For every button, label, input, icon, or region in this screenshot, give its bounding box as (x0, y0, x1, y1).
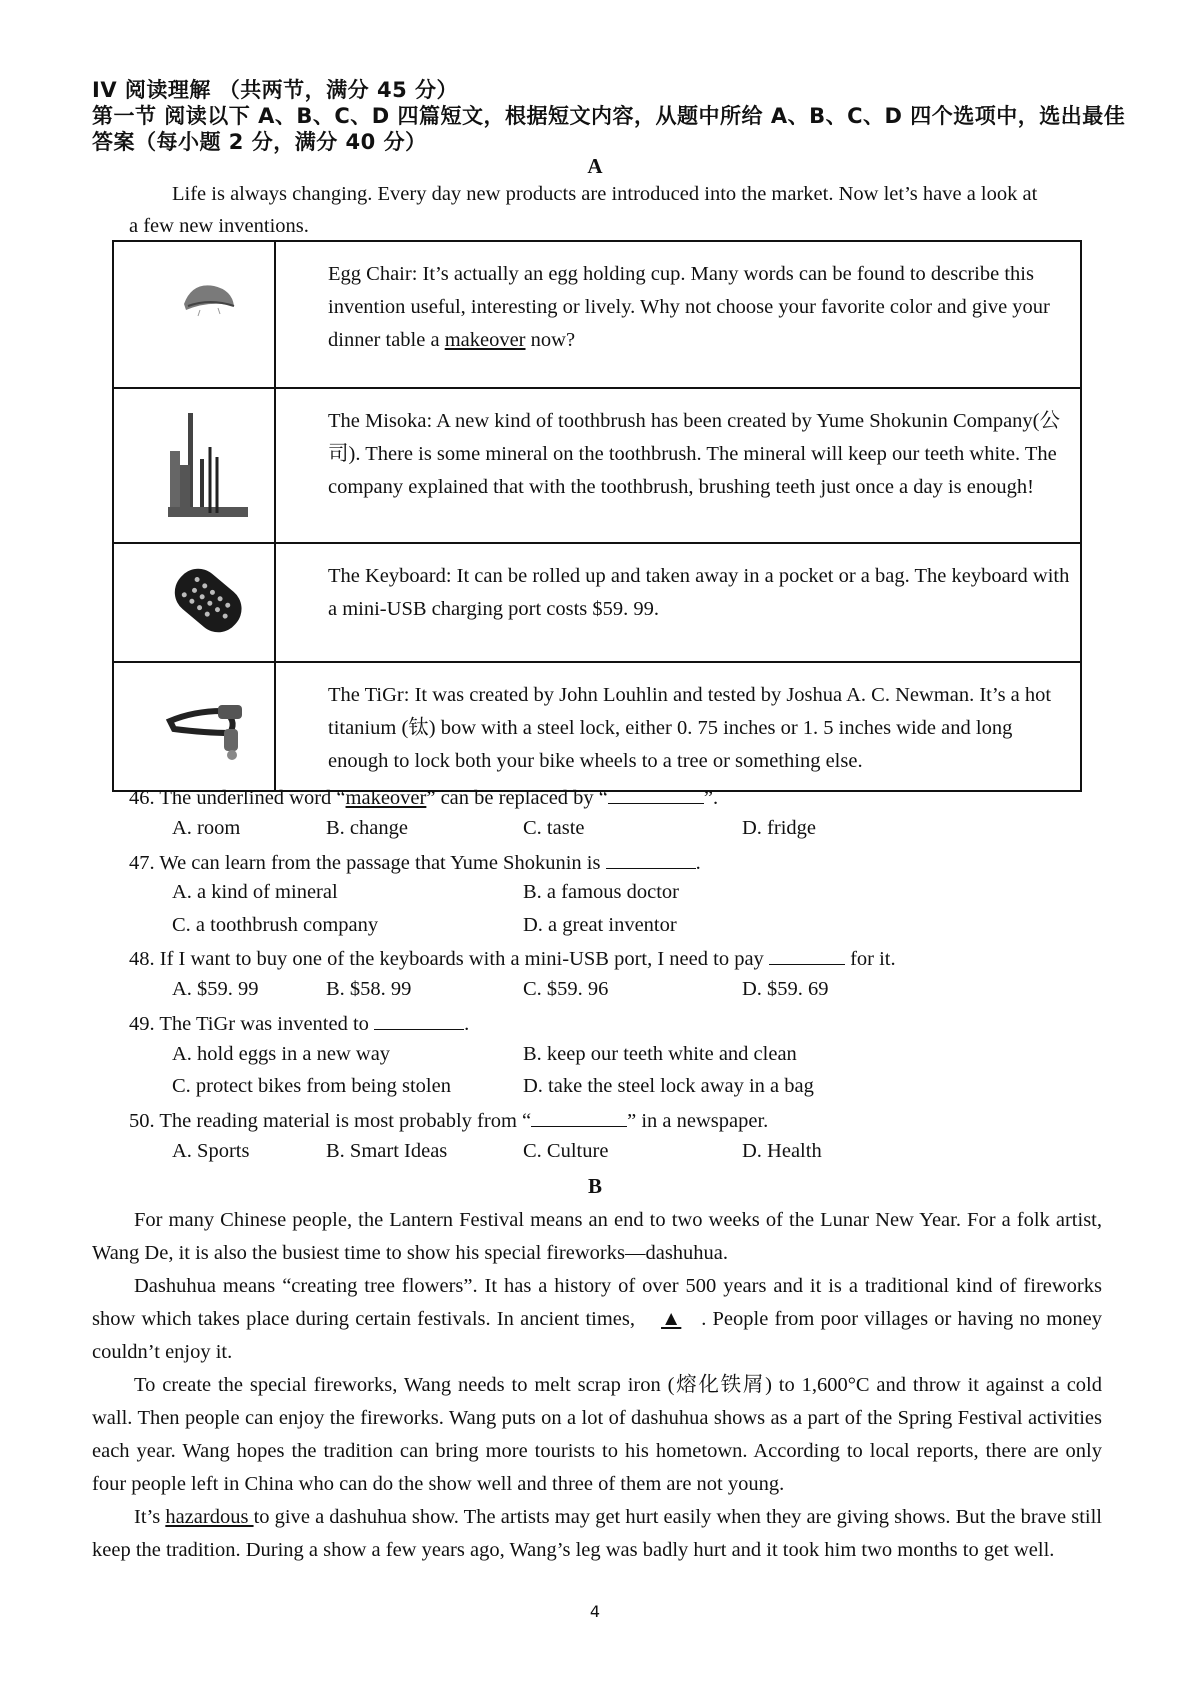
option-48-c[interactable]: C. $59. 96 (523, 978, 609, 1000)
option-47-d[interactable]: D. a great inventor (523, 914, 677, 936)
passage-a-intro-cont: a few new inventions. (129, 215, 309, 237)
answer-blank[interactable] (531, 1108, 627, 1127)
question-48: 48. If I want to buy one of the keyboards with a mini-USB port, I need to pay for it. (129, 948, 896, 970)
bike-lock-cell (113, 662, 275, 791)
inventions-table (112, 240, 1082, 792)
question-47: 47. We can learn from the passage that Yume Shokunin is . (129, 852, 701, 874)
option-49-a[interactable]: A. hold eggs in a new way (172, 1043, 391, 1065)
passage-b-paragraph-1: For many Chinese people, the Lantern Festival means an end to two weeks of the Lunar New Year. For a folk artist, Wang De, it is also the busiest time to show his special fireworks—dashuhua. (92, 1209, 1102, 1264)
passage-b-label: B (587, 1174, 602, 1198)
toothbrush-cell (113, 388, 275, 543)
egg-chair-text-end: now? (525, 329, 576, 351)
bike-lock-icon (114, 663, 274, 785)
passage-b-paragraph-4: It’s hazardous to give a dashuhua show. The artists may get hurt easily when they are giving shows. But the brave still keep the tradition. During a show a few years ago, Wang’s leg was badly hurt and it took him two months to get well. (92, 1506, 1102, 1561)
option-50-b[interactable]: B. Smart Ideas (326, 1140, 448, 1162)
table-row (113, 241, 1081, 388)
tigr-description: The TiGr: It was created by John Louhlin and tested by Joshua A. C. Newman. It’s a hot titanium (钛) bow with a steel lock, either 0. 75 inches or 1. 5 inches wide and long enough to lock both your bike wheels to a tree or something else. (275, 662, 1081, 791)
toothbrush-icon (114, 389, 274, 537)
table-row (113, 388, 1081, 543)
option-49-b[interactable]: B. keep our teeth white and clean (523, 1043, 797, 1065)
answer-blank[interactable] (608, 785, 704, 804)
egg-chair-cell (113, 241, 275, 388)
answer-blank[interactable] (606, 850, 696, 869)
option-47-b[interactable]: B. a famous doctor (523, 881, 679, 903)
table-row (113, 662, 1081, 791)
answer-blank[interactable] (374, 1011, 464, 1030)
answer-blank[interactable] (769, 946, 845, 965)
option-49-d[interactable]: D. take the steel lock away in a bag (523, 1075, 814, 1097)
question-50: 50. The reading material is most probably from “ ” in a newspaper. (129, 1110, 769, 1132)
option-46-b[interactable]: B. change (326, 817, 408, 839)
option-49-c[interactable]: C. protect bikes from being stolen (172, 1075, 451, 1097)
passage-b-paragraph-2: Dashuhua means “creating tree flowers”. It has a history of over 500 years and it is a traditional kind of fireworks show which takes place during certain festivals. In ancient times, ▲ . People from poor villages or having no money couldn’t enjoy it. (92, 1275, 1102, 1363)
egg-chair-text: Egg Chair: It’s actually an egg holding cup. Many words can be found to describe this invention useful, interesting or lively. Why not choose your favorite color and give your dinner table a (328, 263, 1050, 351)
egg-chair-icon (114, 242, 274, 382)
passage-a-intro: Life is always changing. Every day new products are introduced into the market. Now let’s have a look at (172, 183, 1038, 205)
section-header: IV 阅读理解 （共两节，满分 45 分） (92, 78, 459, 102)
option-48-d[interactable]: D. $59. 69 (742, 978, 829, 1000)
question-46: 46. The underlined word “makeover” can be replaced by “ ”. (129, 787, 719, 809)
passage-a-label: A (587, 154, 603, 178)
option-47-c[interactable]: C. a toothbrush company (172, 914, 379, 936)
egg-chair-description (275, 241, 1081, 388)
question-49: 49. The TiGr was invented to . (129, 1013, 470, 1035)
keyboard-description: The Keyboard: It can be rolled up and taken away in a pocket or a bag. The keyboard with a mini-USB charging port costs $59. 99. (275, 543, 1081, 662)
underlined-hazardous: hazardous (165, 1506, 254, 1528)
passage-b (92, 1204, 1102, 1567)
option-46-a[interactable]: A. room (172, 817, 241, 839)
option-47-a[interactable]: A. a kind of mineral (172, 881, 338, 903)
table-row (113, 543, 1081, 662)
option-46-d[interactable]: D. fridge (742, 817, 817, 839)
option-50-a[interactable]: A. Sports (172, 1140, 250, 1162)
option-46-c[interactable]: C. taste (523, 817, 585, 839)
triangle-blank[interactable]: ▲ (661, 1308, 682, 1330)
underlined-makeover: makeover (444, 329, 526, 351)
section-instruction-cont: 答案（每小题 2 分，满分 40 分） (92, 130, 427, 154)
option-48-b[interactable]: B. $58. 99 (326, 978, 412, 1000)
toothbrush-description: The Misoka: A new kind of toothbrush has been created by Yume Shokunin Company(公司). There is some mineral on the toothbrush. The mineral will keep our teeth white. The company explained that with the toothbrush, brushing teeth just once a day is enough! (275, 388, 1081, 543)
option-50-c[interactable]: C. Culture (523, 1140, 609, 1162)
section-instruction: 第一节 阅读以下 A、B、C、D 四篇短文，根据短文内容，从题中所给 A、B、C、D 四个选项中，选出最佳 (92, 104, 1126, 128)
keyboard-cell (113, 543, 275, 662)
page-number: 4 (589, 1602, 601, 1621)
rolled-keyboard-icon (114, 544, 274, 656)
option-50-d[interactable]: D. Health (742, 1140, 822, 1162)
passage-b-paragraph-3: To create the special fireworks, Wang needs to melt scrap iron (熔化铁屑) to 1,600°C and throw it against a cold wall. Then people can enjoy the fireworks. Wang puts on a lot of dashuhua shows as a part of the Spring Festival activities each year. Wang hopes the tradition can bring more tourists to his hometown. According to local reports, there are only four people left in China who can do the show well and three of them are not young. (92, 1374, 1102, 1495)
option-48-a[interactable]: A. $59. 99 (172, 978, 259, 1000)
